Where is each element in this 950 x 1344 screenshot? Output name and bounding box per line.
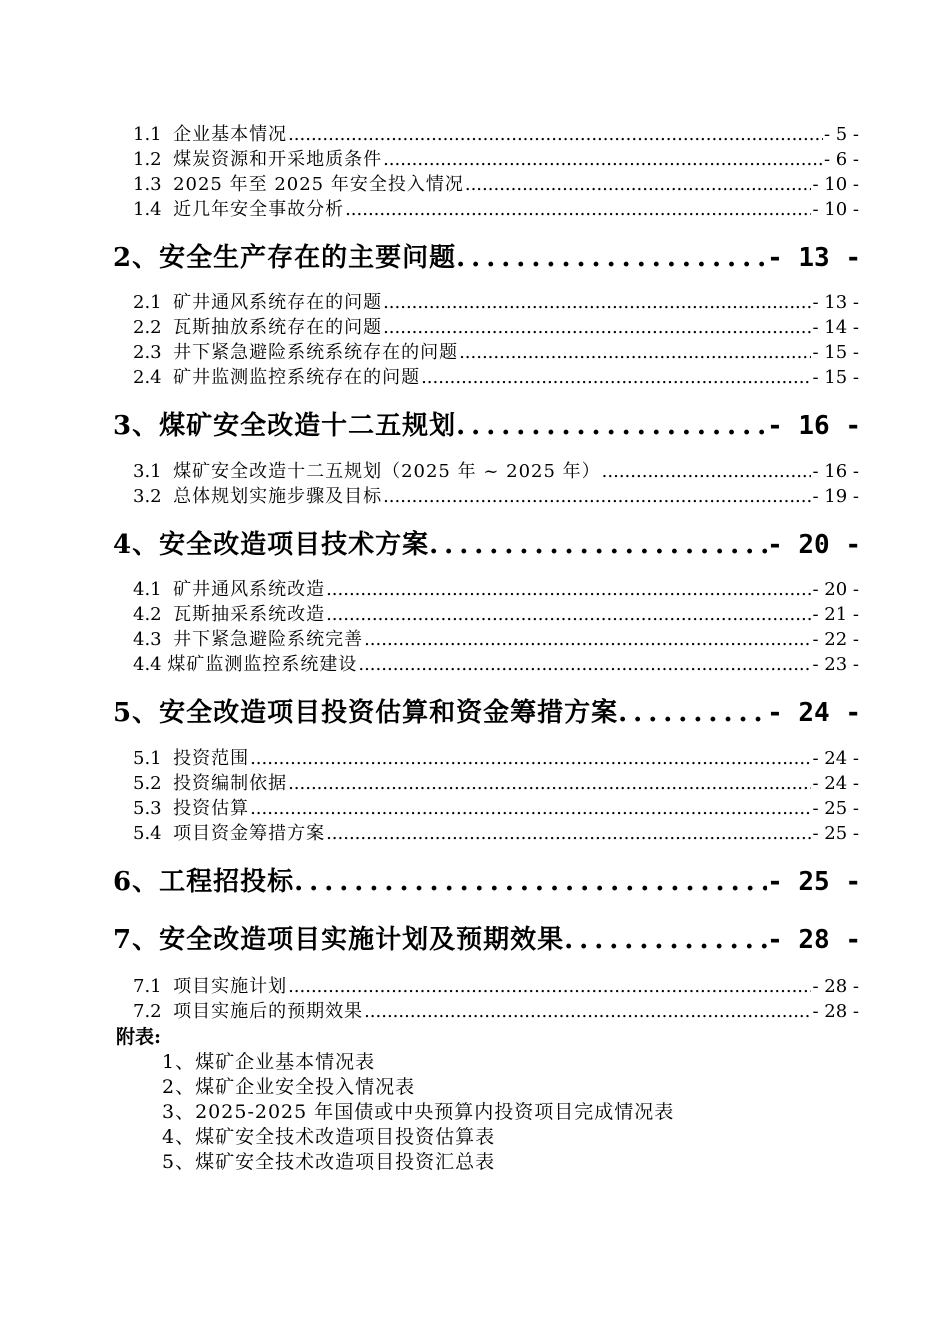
toc-entry-2-3[interactable] bbox=[133, 341, 859, 365]
toc-entry-4-4[interactable] bbox=[133, 653, 859, 677]
toc-entry-title: 煤炭资源和开采地质条件 bbox=[173, 149, 383, 170]
appendix-item: 5、煤矿安全技术改造项目投资汇总表 bbox=[162, 1151, 496, 1173]
toc-entry-2-4[interactable] bbox=[133, 366, 859, 390]
toc-entry-page: - 10 - bbox=[812, 174, 859, 195]
toc-entry-number: 4.3 bbox=[133, 629, 174, 650]
toc-entry-number: 2.4 bbox=[133, 367, 174, 388]
appendix-heading: 附表: bbox=[116, 1026, 162, 1048]
toc-entry-title: 项目实施后的预期效果 bbox=[173, 1001, 364, 1022]
toc-entry-title: 2025 年至 2025 年安全投入情况 bbox=[173, 174, 464, 195]
toc-entry-title: 煤矿监测监控系统建设 bbox=[167, 654, 358, 675]
toc-entry-page: - 23 - bbox=[812, 654, 859, 675]
toc-entry-5-1[interactable] bbox=[133, 747, 859, 771]
toc-entry-number: 7.1 bbox=[133, 976, 174, 997]
toc-entry-2-2[interactable] bbox=[133, 316, 859, 340]
toc-chapter-page: - 20 - bbox=[767, 530, 861, 560]
toc-entry-title: 企业基本情况 bbox=[173, 124, 288, 145]
dot-leader bbox=[358, 653, 811, 677]
toc-entry-page: - 10 - bbox=[812, 199, 859, 220]
toc-entry-page: - 24 - bbox=[812, 773, 859, 794]
toc-chapter-title: 7、安全改造项目实施计划及预期效果 bbox=[113, 925, 565, 955]
toc-chapter-title: 6、工程招投标 bbox=[113, 867, 295, 897]
dot-leader bbox=[250, 747, 811, 771]
toc-entry-page: - 6 - bbox=[823, 149, 859, 170]
toc-entry-title: 井下紧急避险系统完善 bbox=[173, 629, 364, 650]
toc-entry-number: 3.1 bbox=[133, 461, 174, 482]
toc-entry-title: 瓦斯抽放系统存在的问题 bbox=[173, 317, 383, 338]
toc-entry-number: 1.2 bbox=[133, 149, 174, 170]
dot-leader bbox=[250, 797, 811, 821]
dot-leader bbox=[459, 341, 811, 365]
toc-entry-4-1[interactable] bbox=[133, 578, 859, 602]
toc-entry-2-1[interactable] bbox=[133, 291, 859, 315]
appendix-item: 4、煤矿安全技术改造项目投资估算表 bbox=[162, 1126, 496, 1148]
toc-chapter-title: 5、安全改造项目投资估算和资金筹措方案 bbox=[113, 698, 619, 728]
dot-leader bbox=[564, 922, 767, 958]
appendix-item: 3、2025-2025 年国债或中央预算内投资项目完成情况表 bbox=[162, 1101, 675, 1123]
toc-entry-number: 4.4 bbox=[133, 654, 168, 675]
dot-leader bbox=[288, 123, 823, 147]
appendix-item: 2、煤矿企业安全投入情况表 bbox=[162, 1076, 416, 1098]
dot-leader bbox=[383, 316, 811, 340]
appendix-item: 1、煤矿企业基本情况表 bbox=[162, 1051, 376, 1073]
toc-entry-number: 2.1 bbox=[133, 292, 174, 313]
toc-entry-number: 4.2 bbox=[133, 604, 174, 625]
toc-entry-3-2[interactable] bbox=[133, 485, 859, 509]
toc-entry-title: 矿井监测监控系统存在的问题 bbox=[173, 367, 421, 388]
toc-entry-page: - 22 - bbox=[812, 629, 859, 650]
dot-leader bbox=[326, 603, 811, 627]
toc-entry-number: 4.1 bbox=[133, 579, 174, 600]
toc-entry-page: - 28 - bbox=[812, 1001, 859, 1022]
toc-entry-title: 煤矿安全改造十二五规划（2025 年 ~ 2025 年） bbox=[173, 461, 601, 482]
toc-entry-page: - 19 - bbox=[812, 486, 859, 507]
toc-entry-7-1[interactable] bbox=[133, 975, 859, 999]
toc-entry-page: - 15 - bbox=[812, 367, 859, 388]
toc-entry-number: 2.2 bbox=[133, 317, 174, 338]
toc-entry-title: 近几年安全事故分析 bbox=[173, 199, 345, 220]
dot-leader bbox=[456, 240, 767, 276]
toc-entry-page: - 20 - bbox=[812, 579, 859, 600]
toc-chapter-6[interactable] bbox=[113, 864, 861, 900]
dot-leader bbox=[383, 485, 811, 509]
dot-leader bbox=[364, 1000, 811, 1024]
toc-entry-page: - 24 - bbox=[812, 748, 859, 769]
toc-entry-title: 井下紧急避险系统系统存在的问题 bbox=[173, 342, 459, 363]
toc-chapter-title: 4、安全改造项目技术方案 bbox=[113, 530, 430, 560]
toc-entry-5-4[interactable] bbox=[133, 822, 859, 846]
toc-entry-title: 矿井通风系统存在的问题 bbox=[173, 292, 383, 313]
toc-entry-1-2[interactable] bbox=[133, 148, 859, 172]
toc-chapter-page: - 16 - bbox=[767, 411, 861, 441]
toc-entry-1-1[interactable] bbox=[133, 123, 859, 147]
toc-entry-page: - 16 - bbox=[812, 461, 859, 482]
toc-chapter-3[interactable] bbox=[113, 408, 861, 444]
toc-entry-page: - 14 - bbox=[812, 317, 859, 338]
toc-chapter-page: - 25 - bbox=[767, 867, 861, 897]
toc-entry-title: 投资估算 bbox=[173, 798, 250, 819]
toc-entry-page: - 25 - bbox=[812, 823, 859, 844]
toc-entry-page: - 5 - bbox=[823, 124, 859, 145]
toc-entry-title: 矿井通风系统改造 bbox=[173, 579, 326, 600]
dot-leader bbox=[288, 772, 811, 796]
toc-entry-title: 瓦斯抽采系统改造 bbox=[173, 604, 326, 625]
toc-chapter-page: - 28 - bbox=[767, 925, 861, 955]
toc-entry-7-2[interactable] bbox=[133, 1000, 859, 1024]
toc-entry-number: 5.3 bbox=[133, 798, 174, 819]
toc-entry-number: 2.3 bbox=[133, 342, 174, 363]
toc-entry-title: 项目资金筹措方案 bbox=[173, 823, 326, 844]
toc-entry-number: 1.3 bbox=[133, 174, 174, 195]
toc-chapter-4[interactable] bbox=[113, 527, 861, 563]
dot-leader bbox=[326, 822, 811, 846]
toc-entry-4-3[interactable] bbox=[133, 628, 859, 652]
toc-chapter-page: - 24 - bbox=[767, 698, 861, 728]
dot-leader bbox=[326, 578, 811, 602]
toc-chapter-2[interactable] bbox=[113, 240, 861, 276]
toc-chapter-5[interactable] bbox=[113, 695, 861, 731]
toc-chapter-7[interactable] bbox=[113, 922, 861, 958]
toc-chapter-title: 2、安全生产存在的主要问题 bbox=[113, 243, 457, 273]
toc-entry-4-2[interactable] bbox=[133, 603, 859, 627]
dot-leader bbox=[421, 366, 811, 390]
toc-entry-number: 7.2 bbox=[133, 1001, 174, 1022]
toc-entry-5-3[interactable] bbox=[133, 797, 859, 821]
dot-leader bbox=[429, 527, 767, 563]
dot-leader bbox=[383, 148, 823, 172]
toc-entry-number: 5.4 bbox=[133, 823, 174, 844]
toc-entry-number: 1.4 bbox=[133, 199, 174, 220]
toc-chapter-page: - 13 - bbox=[767, 243, 861, 273]
toc-chapter-title: 3、煤矿安全改造十二五规划 bbox=[113, 411, 457, 441]
toc-entry-number: 5.2 bbox=[133, 773, 174, 794]
dot-leader bbox=[345, 198, 811, 222]
toc-entry-number: 1.1 bbox=[133, 124, 174, 145]
toc-entry-number: 5.1 bbox=[133, 748, 174, 769]
dot-leader bbox=[618, 695, 767, 731]
dot-leader bbox=[465, 173, 812, 197]
toc-entry-number: 3.2 bbox=[133, 486, 174, 507]
dot-leader bbox=[364, 628, 811, 652]
dot-leader bbox=[383, 291, 811, 315]
toc-entry-page: - 13 - bbox=[812, 292, 859, 313]
dot-leader bbox=[602, 460, 812, 484]
toc-entry-page: - 25 - bbox=[812, 798, 859, 819]
dot-leader bbox=[294, 864, 767, 900]
toc-entry-page: - 28 - bbox=[812, 976, 859, 997]
toc-entry-title: 投资范围 bbox=[173, 748, 250, 769]
toc-entry-3-1[interactable] bbox=[133, 460, 859, 484]
toc-entry-page: - 21 - bbox=[812, 604, 859, 625]
toc-entry-title: 总体规划实施步骤及目标 bbox=[173, 486, 383, 507]
toc-entry-1-3[interactable] bbox=[133, 173, 859, 197]
toc-entry-5-2[interactable] bbox=[133, 772, 859, 796]
dot-leader bbox=[456, 408, 767, 444]
toc-entry-title: 项目实施计划 bbox=[173, 976, 288, 997]
dot-leader bbox=[288, 975, 811, 999]
toc-entry-title: 投资编制依据 bbox=[173, 773, 288, 794]
toc-entry-page: - 15 - bbox=[812, 342, 859, 363]
toc-entry-1-4[interactable] bbox=[133, 198, 859, 222]
